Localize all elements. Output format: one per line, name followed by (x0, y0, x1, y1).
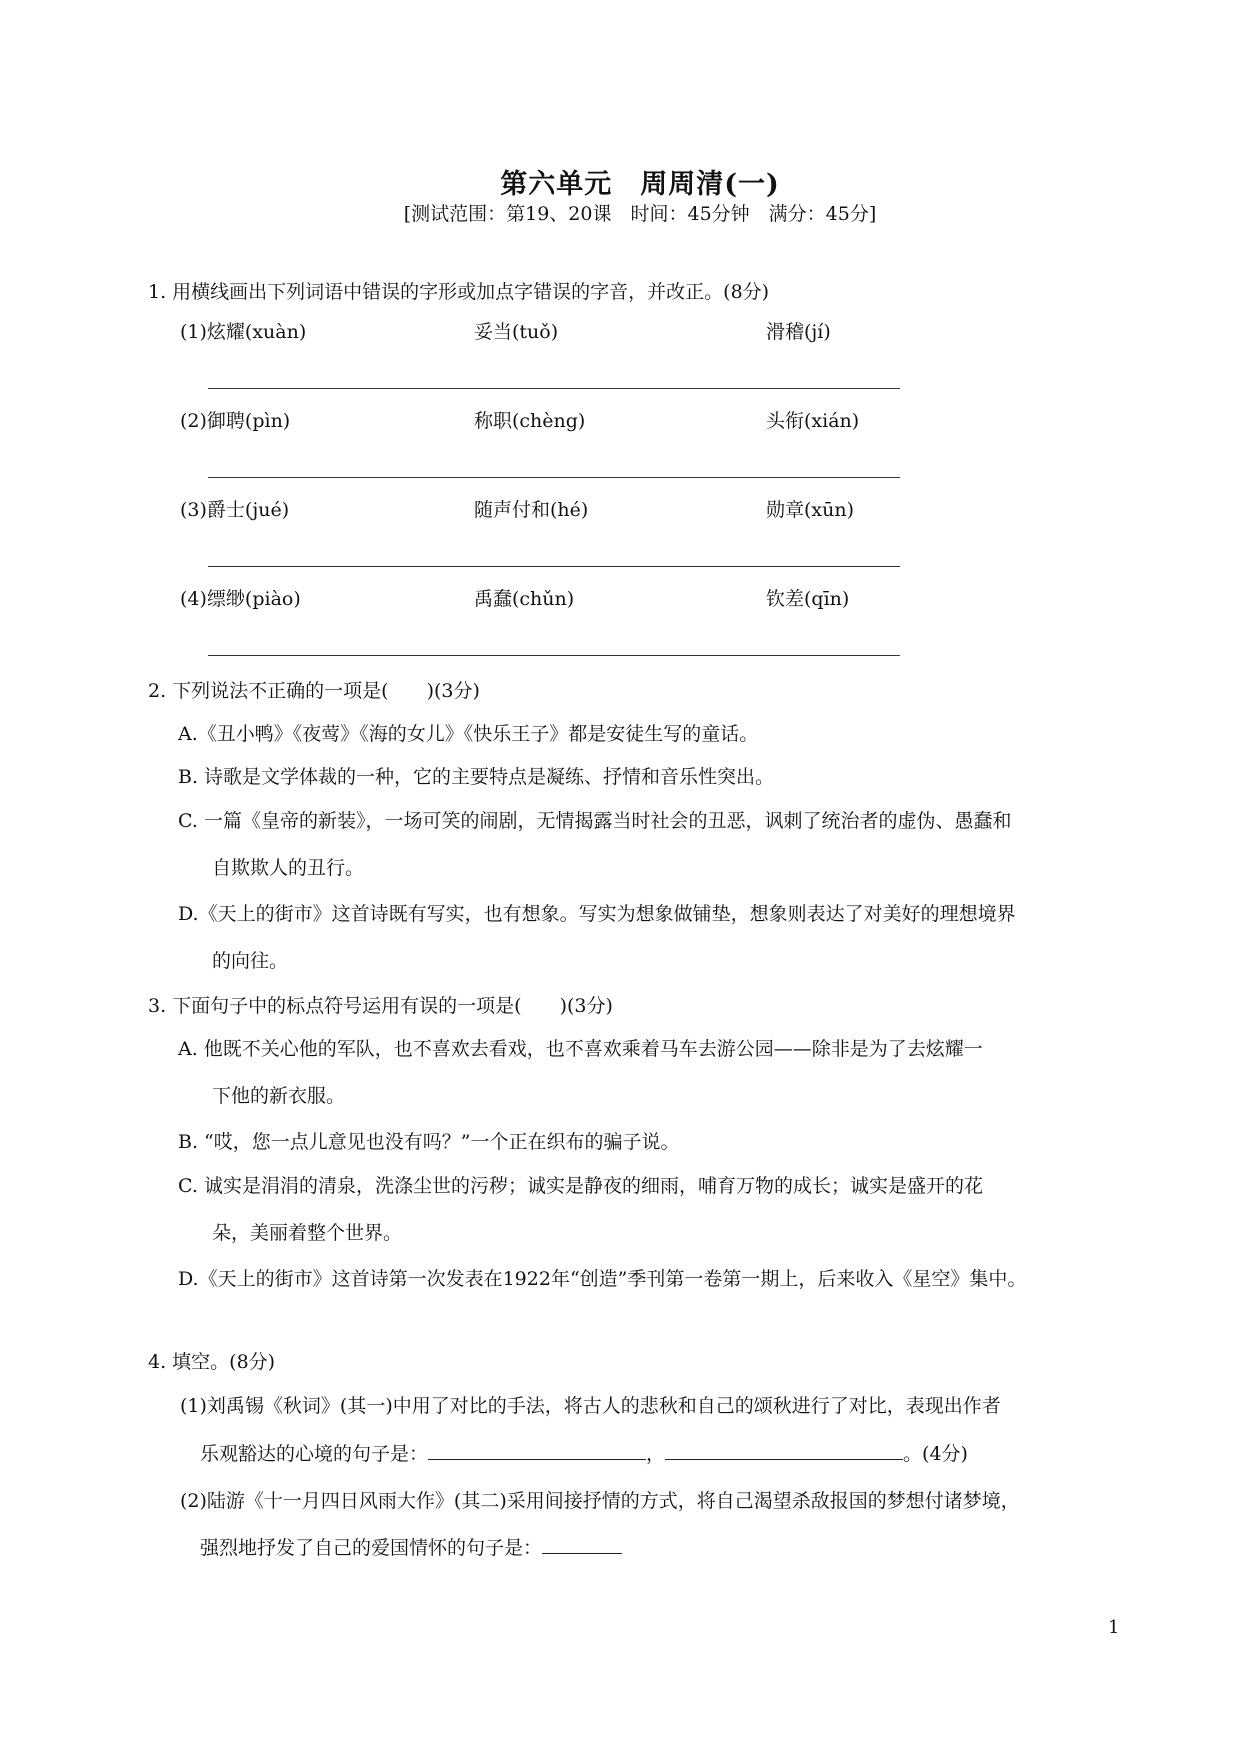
q2-option-a: A.《丑小鸭》《夜莺》《海的女儿》《快乐王子》都是安徒生写的童话。 (178, 723, 759, 745)
q4-part2-prompt: 强烈地抒发了自己的爱国情怀的句子是： (200, 1537, 543, 1559)
q1-row4-answer-line[interactable] (208, 655, 900, 656)
page-number: 1 (1108, 1617, 1120, 1638)
q3-stem: 3. 下面句子中的标点符号运用有误的一项是( )(3分) (148, 995, 613, 1017)
q3-option-d: D.《天上的街市》这首诗第一次发表在1922年“创造”季刊第一卷第一期上，后来收入《星空》集中。 (178, 1268, 1027, 1290)
q1-row2-item3: 头衔(xián) (766, 410, 860, 432)
q4-part2-blank[interactable] (542, 1535, 622, 1554)
q3-option-c-line1: C. 诚实是涓涓的清泉，洗涤尘世的污秽；诚实是静夜的细雨，哺育万物的成长；诚实是盛开的花 (178, 1175, 983, 1197)
q1-stem: 1. 用横线画出下列词语中错误的字形或加点字错误的字音，并改正。(8分) (148, 281, 770, 303)
page-title: 第六单元 周周清(一) (500, 169, 780, 200)
q1-row3-answer-line[interactable] (208, 566, 900, 567)
q4-part1-score: 。(4分) (903, 1443, 968, 1465)
q2-option-b: B. 诗歌是文学体裁的一种，它的主要特点是凝练、抒情和音乐性突出。 (178, 766, 775, 788)
q1-row1-answer-line[interactable] (208, 388, 900, 389)
q4-part1-line1: (1)刘禹锡《秋词》(其一)中用了对比的手法，将古人的悲秋和自己的颂秋进行了对比，表现出作者 (180, 1395, 1001, 1417)
q4-part1-line2 (200, 1439, 968, 1466)
q3-option-a-line2: 下他的新衣服。 (212, 1085, 346, 1107)
q1-row1-item2: 妥当(tuǒ) (474, 321, 559, 343)
q3-option-a-line1: A. 他既不关心他的军队，也不喜欢去看戏，也不喜欢乘着马车去游公园——除非是为了去炫耀一 (178, 1038, 983, 1060)
q2-option-d-line2: 的向往。 (212, 950, 289, 972)
q1-row1-item3: 滑稽(jí) (766, 321, 831, 343)
q1-row4-item3: 钦差(qīn) (766, 588, 850, 610)
q3-option-b: B. “哎，您一点儿意见也没有吗？”一个正在织布的骗子说。 (178, 1131, 680, 1153)
q4-part2-line2 (200, 1533, 622, 1560)
q1-row3-item3: 勋章(xūn) (766, 499, 855, 521)
q1-row3-item1: (3)爵士(jué) (180, 499, 290, 521)
page-subtitle: [测试范围：第19、20课 时间：45分钟 满分：45分] (403, 203, 877, 225)
q4-part1-separator: ， (646, 1443, 666, 1465)
q2-stem: 2. 下列说法不正确的一项是( )(3分) (148, 680, 480, 702)
q2-option-c-line1: C. 一篇《皇帝的新装》，一场可笑的闹剧，无情揭露当时社会的丑恶，讽刺了统治者的虚伪、愚蠢和 (178, 810, 1012, 832)
q1-row3-item2: 随声付和(hé) (474, 499, 589, 521)
q1-row2-item1: (2)御聘(pìn) (180, 410, 291, 432)
q1-row4-item1: (4)缥缈(piào) (180, 588, 301, 610)
q4-stem: 4. 填空。(8分) (148, 1351, 276, 1373)
q1-row2-item2: 称职(chèng) (474, 410, 586, 432)
q1-row4-item2: 禹蠢(chǔn) (474, 588, 575, 610)
q4-part1-blank2[interactable] (665, 1441, 903, 1460)
q3-option-c-line2: 朵，美丽着整个世界。 (212, 1222, 403, 1244)
q1-row2-answer-line[interactable] (208, 477, 900, 478)
q2-option-c-line2: 自欺欺人的丑行。 (212, 857, 365, 879)
q4-part2-line1: (2)陆游《十一月四日风雨大作》(其二)采用间接抒情的方式，将自己渴望杀敌报国的梦想付诸梦境， (180, 1490, 1020, 1512)
q4-part1-prompt: 乐观豁达的心境的句子是： (200, 1443, 429, 1465)
q1-row1-item1: (1)炫耀(xuàn) (180, 321, 307, 343)
q4-part1-blank1[interactable] (428, 1441, 646, 1460)
q2-option-d-line1: D.《天上的街市》这首诗既有写实，也有想象。写实为想象做铺垫，想象则表达了对美好的理想境界 (178, 903, 1016, 925)
